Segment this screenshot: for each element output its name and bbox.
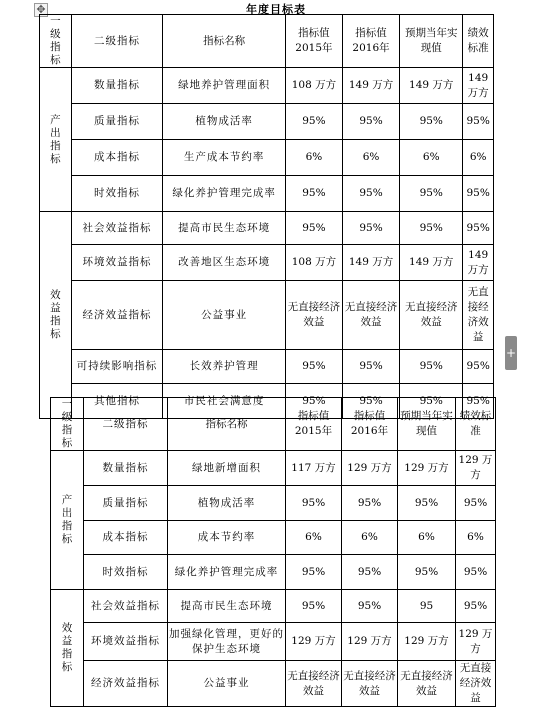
table-cell: 95% [342, 384, 399, 419]
table-row [40, 176, 494, 212]
column-header: 二级指标 [84, 398, 168, 451]
column-header: 指标值2015年 [285, 15, 342, 68]
table-cell: 无直接经济效益 [342, 661, 398, 707]
column-header: 预期当年实现值 [400, 15, 463, 68]
table-cell: 植物成活率 [163, 104, 285, 140]
column-header: 一 级 指 标 [51, 398, 84, 451]
table-cell: 绿地养护管理面积 [163, 68, 285, 104]
table-cell: 95% [456, 486, 496, 521]
table-cell: 6% [398, 521, 456, 555]
table-cell: 95% [285, 384, 342, 419]
column-header: 绩效标准 [456, 398, 496, 451]
table-cell: 95% [398, 486, 456, 521]
table-row [40, 140, 494, 176]
column-header: 指标值2016年 [342, 15, 399, 68]
table-cell: 129 万方 [398, 451, 456, 486]
table-cell: 95% [286, 486, 342, 521]
table-cell: 6% [285, 140, 342, 176]
table-cell: 公益事业 [163, 281, 285, 350]
table-cell: 95% [463, 350, 494, 384]
table-cell: 6% [286, 521, 342, 555]
table-cell: 6% [342, 521, 398, 555]
table-row [40, 212, 494, 245]
table-cell: 95% [342, 350, 399, 384]
table-move-handle-icon[interactable]: ✥ [34, 3, 48, 17]
table-cell: 129 万方 [456, 623, 496, 661]
table-cell: 时效指标 [71, 176, 163, 212]
header-row [51, 398, 496, 451]
table-row [51, 590, 496, 623]
table-cell: 绿化养护管理完成率 [163, 176, 285, 212]
table-cell: 绿地新增面积 [168, 451, 286, 486]
table-cell: 95% [400, 176, 463, 212]
table-cell: 无直接经济效益 [400, 281, 463, 350]
column-header: 预期当年实现值 [398, 398, 456, 451]
target-table-2 [50, 397, 496, 707]
table-cell: 95% [342, 590, 398, 623]
table-cell: 95% [400, 384, 463, 419]
table-cell: 95% [400, 104, 463, 140]
table-cell: 改善地区生态环境 [163, 245, 285, 281]
table-cell: 95% [400, 212, 463, 245]
table-cell: 成本指标 [71, 140, 163, 176]
table-cell: 95% [285, 350, 342, 384]
table-cell: 长效养护管理 [163, 350, 285, 384]
table-cell: 149 万方 [400, 245, 463, 281]
table-row [51, 555, 496, 590]
table-cell: 提高市民生态环境 [168, 590, 286, 623]
table-cell: 129 万方 [342, 451, 398, 486]
table-cell: 6% [342, 140, 399, 176]
column-header: 绩效标准 [463, 15, 494, 68]
table-cell: 95% [342, 486, 398, 521]
column-header: 指标名称 [168, 398, 286, 451]
table-cell: 无直接经济效益 [285, 281, 342, 350]
table-cell: 成本指标 [84, 521, 168, 555]
table-cell: 95% [285, 176, 342, 212]
table-cell: 117 万方 [286, 451, 342, 486]
table-row [40, 104, 494, 140]
table-row [51, 451, 496, 486]
table-row [51, 521, 496, 555]
table-cell: 95 [398, 590, 456, 623]
table-cell: 95% [285, 212, 342, 245]
column-header: 一 级 指 标 [40, 15, 72, 68]
table-cell: 108 万方 [285, 68, 342, 104]
table-cell: 95% [286, 590, 342, 623]
table-cell: 无直接经济效益 [463, 281, 494, 350]
expand-side-icon[interactable]: + [505, 336, 517, 370]
table-cell: 95% [463, 104, 494, 140]
table-cell: 95% [398, 555, 456, 590]
table-cell: 6% [400, 140, 463, 176]
column-header: 二级指标 [71, 15, 163, 68]
group-label: 产 出 指 标 [51, 451, 84, 590]
table-row [40, 281, 494, 350]
table-cell: 无直接经济效益 [456, 661, 496, 707]
group-label: 效 益 指 标 [51, 590, 84, 707]
table-row [51, 661, 496, 707]
table-cell: 环境效益指标 [71, 245, 163, 281]
header-row [40, 15, 494, 68]
table-row [40, 245, 494, 281]
table-cell: 95% [342, 104, 399, 140]
table-cell: 6% [463, 140, 494, 176]
table-cell: 无直接经济效益 [398, 661, 456, 707]
table-cell: 经济效益指标 [71, 281, 163, 350]
table-row [40, 350, 494, 384]
table-cell: 可持续影响指标 [71, 350, 163, 384]
table-cell: 公益事业 [168, 661, 286, 707]
column-header: 指标值2016年 [342, 398, 398, 451]
table-cell: 数量指标 [84, 451, 168, 486]
table-row [51, 486, 496, 521]
table-cell: 质量指标 [84, 486, 168, 521]
table-cell: 数量指标 [71, 68, 163, 104]
table-cell: 经济效益指标 [84, 661, 168, 707]
group-label: 效 益 指 标 [40, 212, 72, 419]
table-cell: 成本节约率 [168, 521, 286, 555]
table-cell: 108 万方 [285, 245, 342, 281]
table-cell: 加强绿化管理，更好的保护生态环境 [168, 623, 286, 661]
table-cell: 无直接经济效益 [286, 661, 342, 707]
table-cell: 95% [463, 212, 494, 245]
table-cell: 129 万方 [398, 623, 456, 661]
table-cell: 生产成本节约率 [163, 140, 285, 176]
table-cell: 95% [456, 555, 496, 590]
table-cell: 95% [400, 350, 463, 384]
table-cell: 环境效益指标 [84, 623, 168, 661]
table-cell: 95% [286, 555, 342, 590]
table-cell: 149 万方 [463, 68, 494, 104]
table-cell: 95% [456, 590, 496, 623]
table-cell: 提高市民生态环境 [163, 212, 285, 245]
table-cell: 95% [342, 176, 399, 212]
group-label: 产 出 指 标 [40, 68, 72, 212]
table-cell: 129 万方 [342, 623, 398, 661]
target-table-1 [39, 14, 494, 419]
table-cell: 时效指标 [84, 555, 168, 590]
page-title: 年度目标表 [246, 3, 306, 16]
table-cell: 植物成活率 [168, 486, 286, 521]
table-cell: 社会效益指标 [84, 590, 168, 623]
column-header: 指标值2015年 [286, 398, 342, 451]
table-row [51, 623, 496, 661]
table-cell: 95% [342, 555, 398, 590]
table-cell: 无直接经济效益 [342, 281, 399, 350]
table-cell: 市民社会满意度 [163, 384, 285, 419]
table-cell: 其他指标 [71, 384, 163, 419]
table-cell: 149 万方 [463, 245, 494, 281]
table-cell: 95% [285, 104, 342, 140]
table-cell: 社会效益指标 [71, 212, 163, 245]
table-row [40, 68, 494, 104]
table-cell: 95% [463, 176, 494, 212]
table-cell: 6% [456, 521, 496, 555]
table-cell: 95% [463, 384, 494, 419]
table-cell: 149 万方 [342, 245, 399, 281]
table-cell: 绿化养护管理完成率 [168, 555, 286, 590]
table-cell: 149 万方 [342, 68, 399, 104]
table-cell: 149 万方 [400, 68, 463, 104]
table-cell: 95% [342, 212, 399, 245]
table-cell: 129 万方 [456, 451, 496, 486]
column-header: 指标名称 [163, 15, 285, 68]
table-cell: 质量指标 [71, 104, 163, 140]
table-cell: 129 万方 [286, 623, 342, 661]
